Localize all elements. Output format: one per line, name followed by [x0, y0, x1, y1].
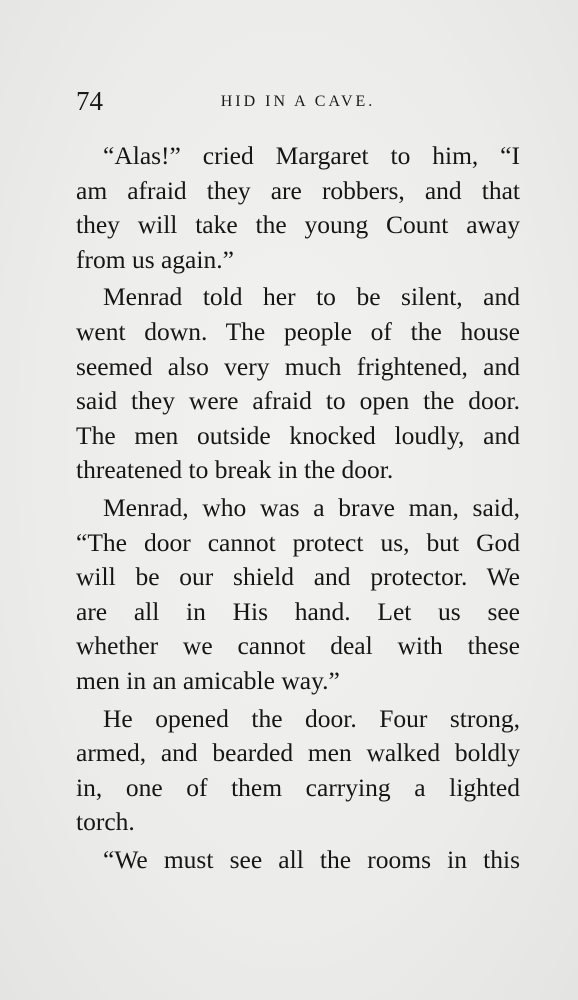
text-line: “Alas!” cried Margaret to him, “I [103, 141, 520, 170]
paragraph [76, 843, 520, 878]
text-line: are all in His hand. Let us see [76, 596, 520, 626]
text-line: He opened the door. Four strong, [103, 703, 520, 733]
text-line: they will take the young Count away [76, 210, 520, 240]
text-line: said they were afraid to open the door. [76, 386, 520, 416]
text-line: Menrad told her to be silent, and [103, 282, 520, 312]
paragraph [76, 139, 520, 277]
text-line: Menrad, who was a brave man, said, [103, 492, 520, 522]
page-header [76, 84, 520, 118]
text-line: will be our shield and protector. We [76, 562, 520, 592]
text-line: “We must see all the rooms in this [103, 844, 520, 874]
text-line: whether we cannot deal with these [76, 631, 520, 661]
text-line: men in an amicable way.” [76, 665, 340, 695]
text-line: armed, and bearded men walked boldly [76, 738, 520, 768]
text-line: The men outside knocked loudly, and [76, 420, 520, 450]
text-line: seemed also very much frightened, and [76, 351, 520, 381]
text-line: torch. [76, 807, 135, 837]
text-line: from us again.” [76, 244, 234, 274]
body-text [76, 139, 520, 877]
text-line: in, one of them carrying a lighted [76, 772, 520, 802]
text-line: am afraid they are robbers, and that [76, 175, 520, 205]
text-line: “The door cannot protect us, but God [76, 527, 520, 557]
paragraph [76, 491, 520, 699]
text-line: threatened to break in the door. [76, 455, 394, 485]
text-line: went down. The people of the house [76, 316, 520, 346]
running-head: HID IN A CAVE. [220, 93, 376, 110]
paragraph [76, 280, 520, 488]
paragraph [76, 702, 520, 840]
page-number: 74 [76, 86, 103, 116]
